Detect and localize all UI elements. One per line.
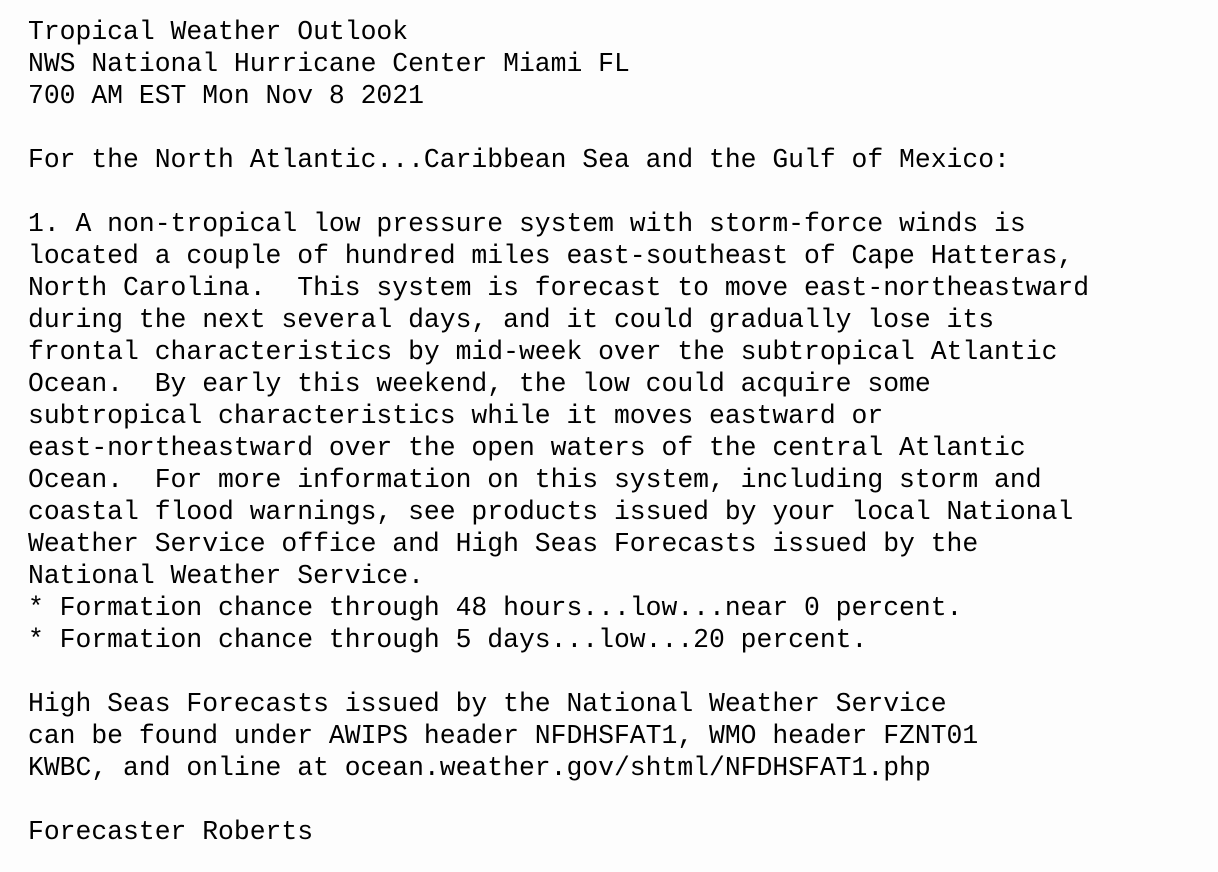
system-1-text-line: Ocean. By early this weekend, the low could acquire some — [28, 369, 931, 399]
blank-line — [28, 784, 1089, 816]
high-seas-note-line: High Seas Forecasts issued by the National Weather Service — [28, 689, 947, 719]
system-1-text-line: frontal characteristics by mid-week over the subtropical Atlantic — [28, 337, 1058, 367]
blank-line — [28, 112, 1089, 144]
system-1-text-line: National Weather Service. — [28, 561, 424, 591]
system-1-text-line: 1. A non-tropical low pressure system with storm-force winds is — [28, 209, 1026, 239]
system-1-text-line: during the next several days, and it could gradually lose its — [28, 305, 995, 335]
system-1-text-line: subtropical characteristics while it moves eastward or — [28, 401, 884, 431]
blank-line — [28, 656, 1089, 688]
region-heading: For the North Atlantic...Caribbean Sea and the Gulf of Mexico: — [28, 145, 1010, 175]
issuing-office: NWS National Hurricane Center Miami FL — [28, 49, 630, 79]
tropical-weather-outlook-text — [28, 16, 1089, 848]
system-1-text-line: North Carolina. This system is forecast to move east-northeastward — [28, 273, 1090, 303]
system-1-text-line: located a couple of hundred miles east-southeast of Cape Hatteras, — [28, 241, 1074, 271]
high-seas-note-line: can be found under AWIPS header NFDHSFAT1, WMO header FZNT01 — [28, 721, 979, 751]
system-1-text-line: coastal flood warnings, see products issued by your local National — [28, 497, 1074, 527]
formation-chance-48h: * Formation chance through 48 hours...low...near 0 percent. — [28, 593, 963, 623]
forecaster-signature: Forecaster Roberts — [28, 817, 314, 847]
blank-line — [28, 176, 1089, 208]
product-title: Tropical Weather Outlook — [28, 17, 409, 47]
system-1-text-line: Ocean. For more information on this system, including storm and — [28, 465, 1042, 495]
formation-chance-5day: * Formation chance through 5 days...low...20 percent. — [28, 625, 868, 655]
system-1-text-line: Weather Service office and High Seas Forecasts issued by the — [28, 529, 979, 559]
system-1-text-line: east-northeastward over the open waters of the central Atlantic — [28, 433, 1026, 463]
high-seas-note-line: KWBC, and online at ocean.weather.gov/shtml/NFDHSFAT1.php — [28, 753, 931, 783]
issue-time: 700 AM EST Mon Nov 8 2021 — [28, 81, 424, 111]
